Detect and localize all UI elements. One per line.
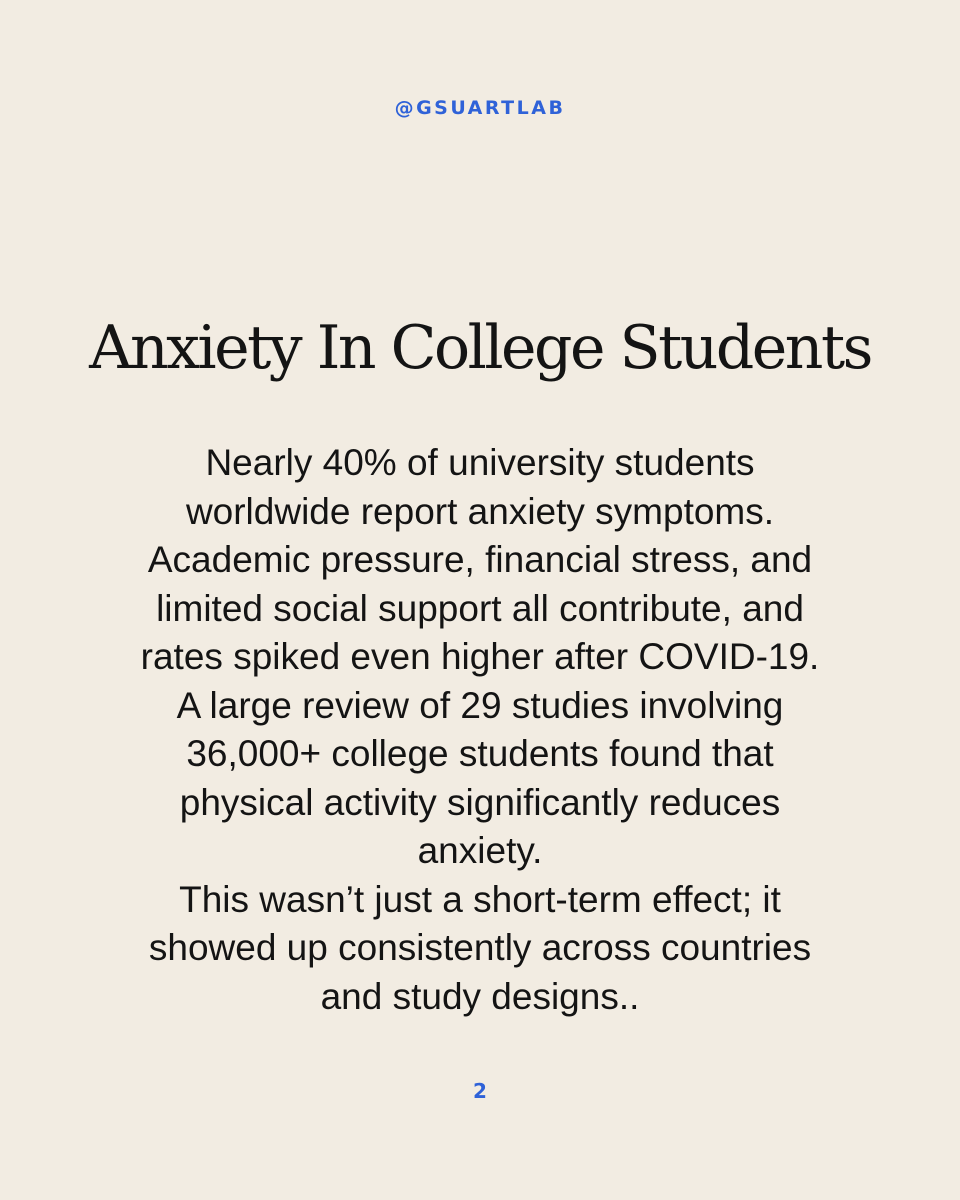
slide-title: Anxiety In College Students <box>89 313 871 383</box>
page-number: 2 <box>473 1079 487 1103</box>
body-line: A large review of 29 studies involving <box>176 684 784 726</box>
body-line: 36,000+ college students found that <box>186 733 774 774</box>
body-line: Nearly 40% of university students <box>205 442 755 483</box>
body-text <box>90 439 870 1021</box>
body-line: showed up consistently across countries <box>148 927 812 968</box>
body-line: This wasn’t just a short-term effect; it <box>179 878 781 920</box>
account-handle[interactable]: @GSUARTLAB <box>394 97 566 119</box>
body-line: limited social support all contribute, and <box>156 587 804 629</box>
body-line: physical activity significantly reduces <box>179 781 781 823</box>
body-line: worldwide report anxiety symptoms. <box>185 490 775 532</box>
body-line: rates spiked even higher after COVID-19. <box>140 636 820 677</box>
body-line: anxiety. <box>417 830 543 871</box>
body-line: Academic pressure, financial stress, and <box>147 539 813 580</box>
body-line: and study designs.. <box>320 975 640 1017</box>
